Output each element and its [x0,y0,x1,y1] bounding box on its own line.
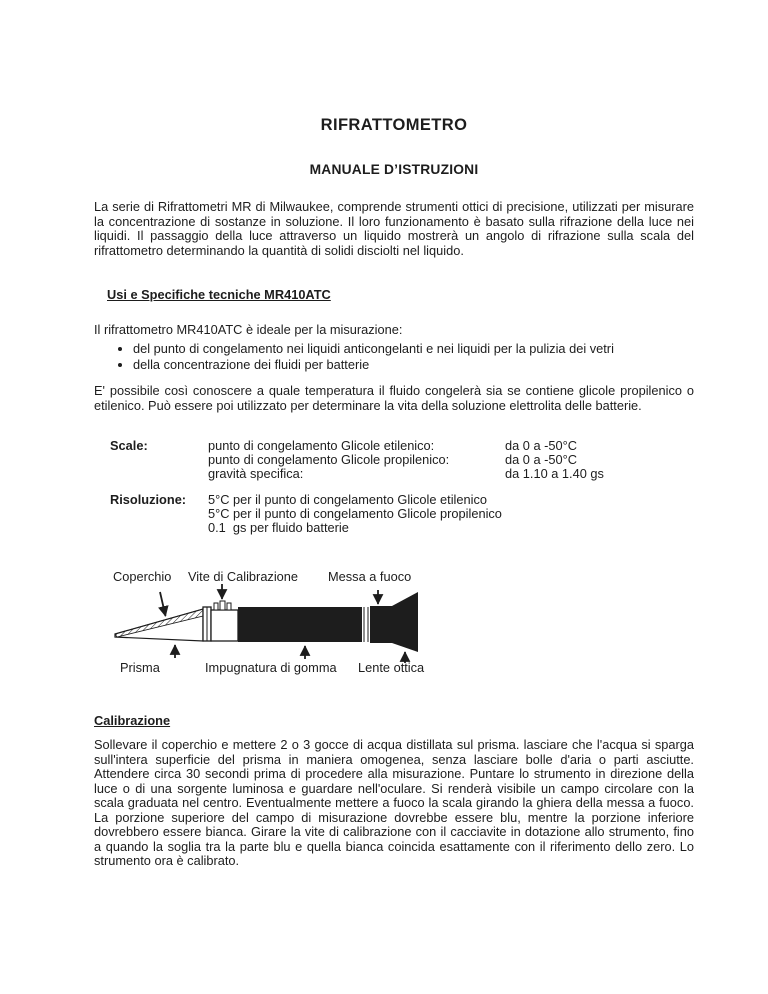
resolution-row: 5°C per il punto di congelamento Glicole propilenico [208,506,502,522]
resolution-rows [208,493,694,536]
section-heading-specs: Usi e Specifiche tecniche MR410ATC [107,287,331,302]
section-heading-calibration: Calibrazione [94,713,171,728]
bullet-item: • della concentrazione dei fluidi per batterie [133,357,694,373]
calibration-screw-shape [214,601,231,610]
scale-row [208,439,694,453]
scale-item: punto di congelamento Glicole propilenico: [208,452,450,468]
refractometer-diagram [94,566,474,692]
page-title: RIFRATTOMETRO [320,116,468,134]
label-lente-ottica: Lente ottica [358,660,425,675]
prism-band-shape [203,607,211,641]
bullet-item: • del punto di congelamento nei liquidi anticongelanti e nei liquidi per la pulizia dei vetri [133,341,694,357]
grip-gap-shape [364,607,368,642]
calibration-paragraph: Sollevare il coperchio e mettere 2 o 3 gocce di acqua distillata sul prisma. lasciare che l'acqua si sparga sull'intera superficie del prisma in maniera omogenea, senza lasciare bolle d'aria o parti asciutte. Attendere circa 30 secondi prima di procedere alla misurazione. Puntare lo strumento in direzione della luce o di una sorgente luminosa e guardare nell'oculare. Si renderà visibile un campo circolare con la scala graduata nel centro. Eventualmente mettere a fuoco la scala girando la ghiera della messa a fuoco. La porzione superiore del campo di misurazione dovrebbe essere blu, mentre la porzione inferiore dovrebbero essere bianca. Girare la vite di calibrazione con il cacciavite in dotazione allo strumento, fino a quando la soglia tra la parte blu e quella bianca coincida esattamente con il riferimento dello zero. Lo strumento ora è calibrato. [94,737,694,868]
resolution-label: Risoluzione: [110,492,187,507]
uses-bullet-list [94,341,694,373]
label-impugnatura-di-gomma: Impugnatura di gomma [205,660,337,675]
scale-row [208,467,694,481]
intro-paragraph: La serie di Rifrattometri MR di Milwaukee, comprende strumenti ottici di precisione, utilizzati per misurare la concentrazione di sostanze in soluzione. Il loro funzionamento è basato sulla rifrazione della luce nei liquidi. Il passaggio della luce attraverso un liquido mostrerà un angolo di rifrazione sulla scala del rifrattometro determinando la quantità di solidi disciolti nel liquido. [94,199,694,258]
scale-value: da 1.10 a 1.40 gs [505,466,604,482]
eyepiece-cone-shape [392,592,418,652]
possible-paragraph: E' possibile così conoscere a quale temperatura il fluido congelerà sia se contiene glicole propilenico o etilenico. Può essere poi utilizzato per determinare la vita della soluzione elettrolita delle batterie. [94,383,694,413]
rubber-grip-shape [238,607,362,642]
label-vite-di-calibrazione: Vite di Calibrazione [188,569,299,584]
scale-value: da 0 a -50°C [505,438,577,453]
scale-label: Scale: [110,438,148,453]
focus-ring-shape [370,606,392,643]
prism-shape [115,609,203,641]
scale-item: punto di congelamento Glicole etilenico: [208,438,435,453]
label-prisma: Prisma [120,660,160,675]
label-coperchio: Coperchio [113,569,172,584]
calibration-housing-shape [211,610,238,641]
label-messa-a-fuoco: Messa a fuoco [328,569,412,584]
scale-row [208,453,694,467]
resolution-row: 5°C per il punto di congelamento Glicole etilenico [208,492,487,507]
coperchio-arrow-icon [160,592,166,616]
page-subtitle: MANUALE D’ISTRUZIONI [309,162,479,177]
resolution-row: 0.1 gs per fluido batterie [208,520,349,536]
scale-item: gravità specifica: [208,466,304,482]
ideal-intro-line: Il rifrattometro MR410ATC è ideale per la misurazione: [94,322,403,337]
scale-rows [208,439,694,482]
scale-value: da 0 a -50°C [505,452,577,468]
